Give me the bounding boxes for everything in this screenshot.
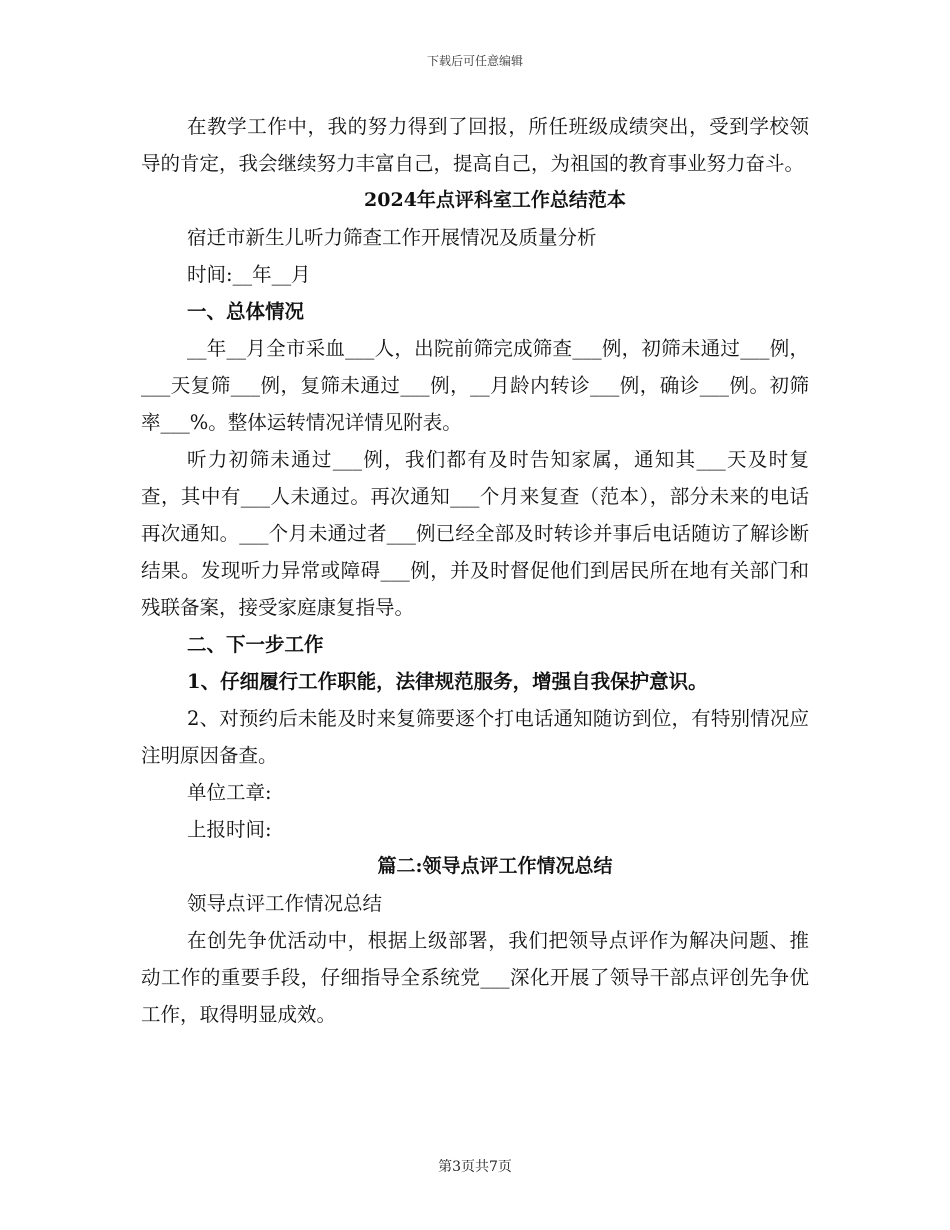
page-footer: 第3页共7页 [438,1159,512,1175]
report-time: 时间:__年__月 [187,263,311,286]
next-step-item-2: 2、对预约后未能及时来复筛要逐个打电话通知随访到位，有特别情况应注明原因备查。 [141,707,809,767]
intro-paragraph: 在教学工作中，我的努力得到了回报，所任班级成绩突出，受到学校领导的肯定，我会继续努力丰富自己，提高自己，为祖国的教育事业努力奋斗。 [141,115,809,175]
section-2-subtitle: 领导点评工作情况总结 [187,892,383,915]
next-step-item-1: 1、仔细履行工作职能，法律规范服务，增强自我保护意识。 [187,670,708,693]
unit-seal-label: 单位工章: [187,781,272,804]
section-title-1: 2024年点评科室工作总结范本 [364,189,626,211]
section-2-paragraph: 在创先争优活动中，根据上级部署，我们把领导点评作为解决问题、推动工作的重要手段，仔细指导全系统党___深化开展了领导干部点评创先争优工作，取得明显成效。 [141,929,809,1026]
followup-paragraph: 听力初筛未通过___例，我们都有及时告知家属，通知其___天及时复查，其中有___人未通过。再次通知___个月来复查（范本），部分未来的电话再次通知。___个月未通过者___例已经全部及时转诊并事后电话随访了解诊断结果。发现听力异常或障碍___例，并及时督促他们到居民所在地有关部门和残联备案，接受家庭康复指导。 [141,448,809,619]
heading-next-steps: 二、下一步工作 [187,633,324,656]
page-header: 下载后可任意编辑 [426,54,523,68]
overview-paragraph: __年__月全市采血___人，出院前筛完成筛查___例，初筛未通过___例，___天复筛___例，复筛未通过___例，__月龄内转诊___例，确诊___例。初筛率___%。整体运转情况详情见附表。 [141,337,809,434]
section-title-2: 篇二:领导点评工作情况总结 [377,855,613,877]
heading-overview: 一、总体情况 [187,300,305,323]
report-subtitle: 宿迁市新生儿听力筛查工作开展情况及质量分析 [187,226,597,249]
report-date-label: 上报时间: [187,818,272,841]
document-body [141,108,809,1033]
